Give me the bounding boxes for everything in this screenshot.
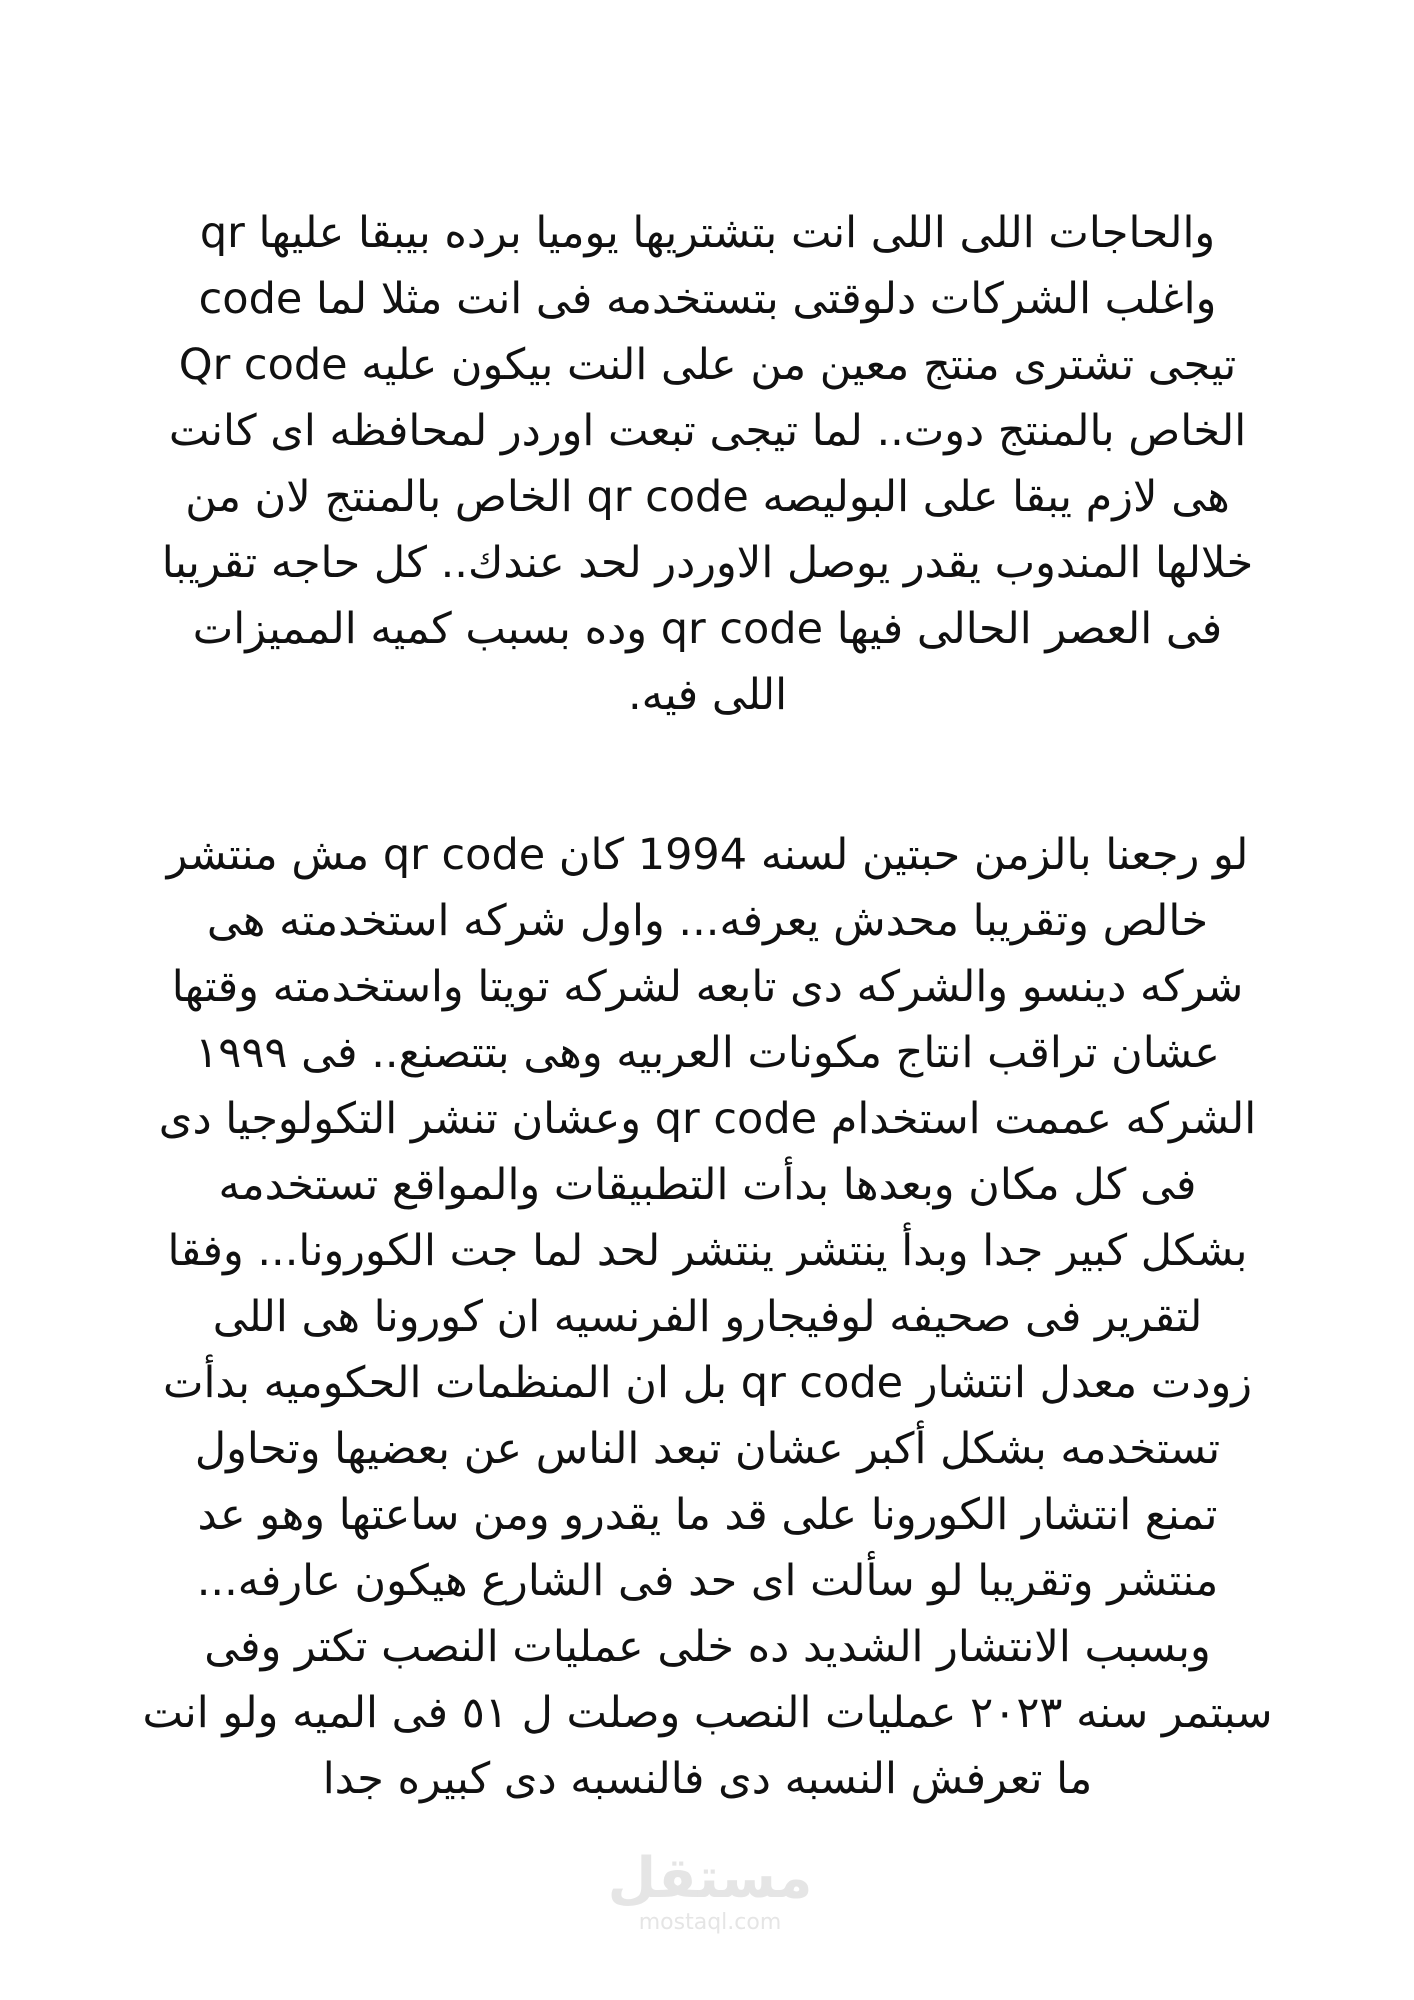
paragraph-2-line-3: شركه دينسو والشركه دى تابعه لشركه تويتا واستخدمته وقتها	[171, 962, 1244, 1012]
paragraph-1-line-2: code واغلب الشركات دلوقتى بتستخدمه فى انت مثلا لما	[198, 274, 1217, 324]
paragraph-1-line-6: خلالها المندوب يقدر يوصل الاوردر لحد عندك.. كل حاجه تقريبا	[161, 538, 1254, 588]
mostaql-watermark	[600, 1848, 820, 1936]
paragraph-2-line-1: لو رجعنا بالزمن حبتين لسنه 1994 كان qr code مش منتشر	[166, 830, 1249, 880]
paragraph-2-line-7: بشكل كبير جدا وبدأ ينتشر ينتشر لحد لما جت الكورونا... وفقا	[167, 1226, 1248, 1276]
paragraph-1-line-1: والحاجات اللى اللى انت بتشتريها يوميا برده بيبقا عليها qr	[199, 208, 1216, 258]
paragraph-1-line-5: هى لازم يبقا على البوليصه qr code الخاص بالمنتج لان من	[185, 472, 1230, 522]
paragraph-2-line-8: لتقرير فى صحيفه لوفيجارو الفرنسيه ان كورونا هى اللى	[212, 1292, 1203, 1342]
paragraph-1	[95, 200, 1320, 728]
paragraph-1-line-7: فى العصر الحالى فيها qr code وده بسبب كميه المميزات	[192, 604, 1223, 654]
paragraph-1-line-8: اللى فيه.	[627, 670, 788, 720]
mostaql-url: mostaql.com	[638, 1910, 782, 1935]
paragraph-2-line-12: منتشر وتقريبا لو سألت اى حد فى الشارع هيكون عارفه...	[196, 1556, 1219, 1606]
paragraph-2-line-2: خالص وتقريبا محدش يعرفه... واول شركه استخدمته هى	[206, 896, 1209, 946]
paragraph-2-line-5: الشركه عممت استخدام qr code وعشان تنشر التكولوجيا دى	[158, 1094, 1257, 1144]
paragraph-2-line-11: تمنع انتشار الكورونا على قد ما يقدرو ومن ساعتها وهو عد	[197, 1490, 1218, 1540]
paragraph-1-line-4: الخاص بالمنتج دوت.. لما تيجى تبعت اوردر لمحافظه اى كانت	[168, 406, 1247, 456]
paragraph-1-line-3: تيجى تشترى منتج معين من على النت بيكون عليه Qr code	[178, 340, 1237, 390]
paragraph-2-line-15: ما تعرفش النسبه دى فالنسبه دى كبيره جدا	[322, 1754, 1093, 1804]
paragraph-2	[95, 822, 1320, 1812]
paragraph-2-line-14: سبتمر سنه ٢٠٢٣ عمليات النصب وصلت ل ٥١ فى الميه ولو انت	[142, 1688, 1273, 1738]
paragraph-2-line-6: فى كل مكان وبعدها بدأت التطبيقات والمواقع تستخدمه	[218, 1160, 1197, 1210]
mostaql-logo: مستقل	[607, 1846, 813, 1911]
paragraph-2-line-4: عشان تراقب انتاج مكونات العربيه وهى بتتصنع.. فى ١٩٩٩	[195, 1028, 1220, 1078]
paragraph-2-line-9: زودت معدل انتشار qr code بل ان المنظمات الحكوميه بدأت	[162, 1358, 1252, 1408]
paragraph-2-line-13: وبسبب الانتشار الشديد ده خلى عمليات النصب تكتر وفى	[204, 1622, 1211, 1672]
paragraph-2-line-10: تستخدمه بشكل أكبر عشان تبعد الناس عن بعضيها وتحاول	[194, 1424, 1221, 1474]
